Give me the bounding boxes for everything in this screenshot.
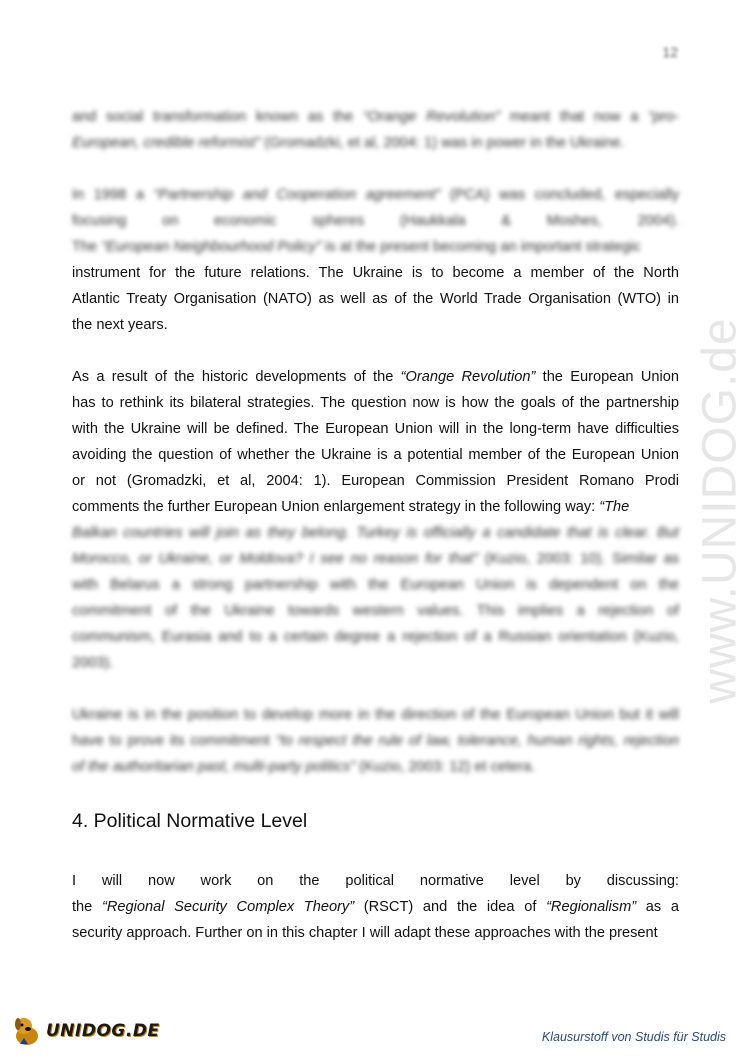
- unidog-logo[interactable]: [10, 1012, 160, 1050]
- text-segment: As a result of the historic developments of the: [72, 369, 401, 385]
- text-segment: Atlantic Treaty Organisation (NATO) as well as of the World Trade Organisation (WTO) in: [72, 291, 679, 307]
- italic-text: “Regional Security Complex Theory”: [101, 899, 355, 915]
- text-segment: the European Union: [535, 369, 679, 385]
- text-line: [72, 416, 679, 442]
- italic-text: European, credible reformist”: [72, 135, 261, 151]
- text-segment: I will now work on the political normative level by discussing:: [72, 873, 679, 889]
- text-segment: the: [72, 899, 102, 915]
- text-line: [72, 920, 679, 946]
- text-line: [72, 494, 679, 520]
- italic-text: “Orange Revolution”: [400, 369, 536, 385]
- italic-text: “to respect the rule of law, tolerance, human rights, rejection: [275, 733, 679, 749]
- text-line: [72, 260, 679, 286]
- text-line: [72, 312, 679, 338]
- text-line: [72, 598, 679, 624]
- italic-text: Balkan countries will join as they belong. Turkey is officially a candidate that is clear. But: [72, 525, 679, 541]
- text-segment: comments the further European Union enlargement strategy in the following way:: [72, 499, 600, 515]
- text-segment: (Gromadzki, et al, 2004: 1) was in power in the Ukraine.: [260, 135, 625, 151]
- text-segment: (RSCT) and the idea of: [354, 899, 547, 915]
- text-segment: and social transformation known as the: [72, 109, 363, 125]
- paragraph-orange-revolution: [72, 364, 679, 520]
- watermark-text: www.UNIDOG.de: [693, 316, 747, 704]
- text-line: [72, 520, 679, 546]
- text-segment: Ukraine is in the position to develop more in the direction of the European Union but it will: [72, 707, 679, 723]
- text-segment: or not (Gromadzki, et al, 2004: 1). European Commission President Romano Prodi: [72, 473, 679, 489]
- text-line: [72, 650, 679, 676]
- text-line: [72, 208, 679, 234]
- text-segment: avoiding the question of whether the Ukraine is a potential member of the European Union: [72, 447, 679, 463]
- italic-text: “The: [599, 499, 630, 515]
- text-line: [72, 624, 679, 650]
- italic-text: “pro-: [648, 109, 679, 125]
- text-line: [72, 442, 679, 468]
- paragraph-nato: [72, 260, 679, 338]
- text-segment: focusing on economic spheres (Haukkala & Moshes, 2004).: [72, 213, 679, 229]
- text-segment: security approach. Further on in this chapter I will adapt these approaches with the present: [72, 925, 658, 941]
- text-segment: with Belarus a strong partnership with the European Union is dependent on the: [72, 577, 679, 593]
- text-line: [72, 572, 679, 598]
- text-segment: instrument for the future relations. The Ukraine is to become a member of the North: [72, 265, 679, 281]
- text-line: [72, 468, 679, 494]
- text-line: [72, 130, 679, 156]
- paragraph-blurred-commitment: [72, 702, 679, 780]
- italic-text: “Regionalism”: [546, 899, 637, 915]
- footer-tagline: Klausurstoff von Studis für Studis: [541, 1030, 726, 1044]
- text-line: [72, 234, 679, 260]
- text-line: [72, 702, 679, 728]
- text-segment: meant that now a: [499, 109, 649, 125]
- text-segment: as a: [636, 899, 679, 915]
- text-line: [72, 728, 679, 754]
- text-segment: 2003).: [72, 655, 114, 671]
- text-line: [72, 390, 679, 416]
- italic-text: of the authoritarian past, multi-party politics”: [72, 759, 356, 775]
- text-segment: is at the present becoming an important strategic: [321, 239, 641, 255]
- text-segment: The: [72, 239, 102, 255]
- dog-icon: [10, 1014, 44, 1048]
- paragraph-blurred-2: [72, 182, 679, 260]
- text-line: [72, 894, 679, 920]
- paragraph-closing: [72, 868, 679, 946]
- text-segment: have to prove its commitment: [72, 733, 276, 749]
- text-segment: (PCA) was concluded, especially: [440, 187, 679, 203]
- page-number: 12: [662, 44, 678, 60]
- section-heading: 4. Political Normative Level: [72, 810, 308, 832]
- text-segment: (Kuzio, 2003: 12) et cetera.: [355, 759, 536, 775]
- text-line: [72, 104, 679, 130]
- italic-text: Morocco, or Ukraine, or Moldova? I see no reason for that”: [72, 551, 479, 567]
- text-line: [72, 868, 679, 894]
- italic-text: “Partnership and Cooperation agreement”: [153, 187, 441, 203]
- text-segment: with the Ukraine will be defined. The European Union will in the long-term have difficulties: [72, 421, 679, 437]
- italic-text: “Orange Revolution”: [362, 109, 500, 125]
- text-segment: has to rethink its bilateral strategies. The question now is how the goals of the partnership: [72, 395, 679, 411]
- text-segment: In 1998 a: [72, 187, 154, 203]
- text-line: [72, 364, 679, 390]
- italic-text: “European Neighbourhood Policy”: [101, 239, 322, 255]
- text-line: [72, 286, 679, 312]
- text-line: [72, 546, 679, 572]
- paragraph-blurred-quote: [72, 520, 679, 676]
- text-line: [72, 754, 679, 780]
- paragraph-blurred-1: [72, 104, 679, 156]
- text-segment: communism, Eurasia and to a certain degree a rejection of a Russian orientation (Kuzio,: [72, 629, 679, 645]
- text-segment: (Kuzio, 2003: 10). Similar as: [478, 551, 679, 567]
- logo-text: UNIDOG.DE: [46, 1021, 160, 1041]
- text-segment: the next years.: [72, 317, 168, 333]
- text-line: [72, 182, 679, 208]
- text-segment: commitment of the Ukraine towards western values. This implies a rejection of: [72, 603, 679, 619]
